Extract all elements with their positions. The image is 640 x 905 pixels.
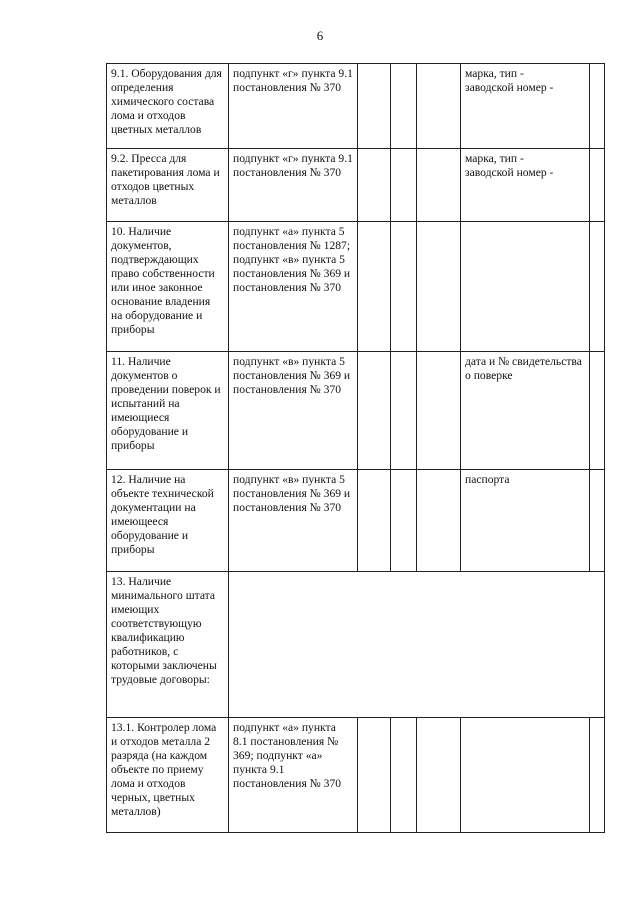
- answer-yes-cell: [358, 470, 391, 572]
- note-cell: марка, тип - заводской номер -: [461, 149, 590, 222]
- edge-cell: [590, 222, 605, 352]
- legal-basis-cell: подпункт «г» пункта 9.1 постановления № 370: [229, 149, 358, 222]
- answer-no-cell: [391, 64, 417, 149]
- answer-na-cell: [417, 352, 461, 470]
- answer-no-cell: [391, 352, 417, 470]
- criterion-cell: 9.1. Оборудования для определения химического состава лома и отходов цветных металлов: [107, 64, 229, 149]
- criterion-cell: 9.2. Пресса для пакетирования лома и отходов цветных металлов: [107, 149, 229, 222]
- legal-basis-cell: подпункт «в» пункта 5 постановления № 369 и постановления № 370: [229, 470, 358, 572]
- checklist-table: [106, 63, 605, 833]
- answer-yes-cell: [358, 222, 391, 352]
- criterion-cell: 10. Наличие документов, подтверждающих право собственности или иное законное основание владения на оборудование и приборы: [107, 222, 229, 352]
- criterion-cell: 13.1. Контролер лома и отходов металла 2 разряда (на каждом объекте по приему лома и отходов черных, цветных металлов): [107, 718, 229, 833]
- note-cell: [461, 222, 590, 352]
- answer-na-cell: [417, 718, 461, 833]
- edge-cell: [590, 718, 605, 833]
- answer-na-cell: [417, 64, 461, 149]
- table-row: [107, 470, 605, 572]
- answer-yes-cell: [358, 149, 391, 222]
- merged-empty-cell: [229, 572, 605, 718]
- edge-cell: [590, 149, 605, 222]
- page-number: 6: [316, 28, 324, 43]
- criterion-cell: 13. Наличие минимального штата имеющих соответствующую квалификацию работников, с которыми заключены трудовые договоры:: [107, 572, 229, 718]
- answer-no-cell: [391, 222, 417, 352]
- edge-cell: [590, 64, 605, 149]
- answer-no-cell: [391, 470, 417, 572]
- answer-na-cell: [417, 149, 461, 222]
- edge-cell: [590, 470, 605, 572]
- criterion-cell: 12. Наличие на объекте технической документации на имеющееся оборудование и приборы: [107, 470, 229, 572]
- answer-no-cell: [391, 718, 417, 833]
- legal-basis-cell: подпункт «в» пункта 5 постановления № 369 и постановления № 370: [229, 352, 358, 470]
- table-row: [107, 222, 605, 352]
- legal-basis-cell: подпункт «а» пункта 8.1 постановления № 369; подпункт «а» пункта 9.1 постановления № 370: [229, 718, 358, 833]
- table-row: [107, 572, 605, 718]
- table-row: [107, 149, 605, 222]
- note-cell: паспорта: [461, 470, 590, 572]
- note-cell: марка, тип - заводской номер -: [461, 64, 590, 149]
- answer-yes-cell: [358, 718, 391, 833]
- answer-yes-cell: [358, 64, 391, 149]
- answer-na-cell: [417, 470, 461, 572]
- legal-basis-cell: подпункт «а» пункта 5 постановления № 1287; подпункт «в» пункта 5 постановления № 369 и постановления № 370: [229, 222, 358, 352]
- table-row: [107, 352, 605, 470]
- answer-na-cell: [417, 222, 461, 352]
- answer-no-cell: [391, 149, 417, 222]
- table-row: [107, 64, 605, 149]
- table-row: [107, 718, 605, 833]
- note-cell: дата и № свидетельства о поверке: [461, 352, 590, 470]
- answer-yes-cell: [358, 352, 391, 470]
- edge-cell: [590, 352, 605, 470]
- criterion-cell: 11. Наличие документов о проведении поверок и испытаний на имеющиеся оборудование и приборы: [107, 352, 229, 470]
- note-cell: [461, 718, 590, 833]
- legal-basis-cell: подпункт «г» пункта 9.1 постановления № 370: [229, 64, 358, 149]
